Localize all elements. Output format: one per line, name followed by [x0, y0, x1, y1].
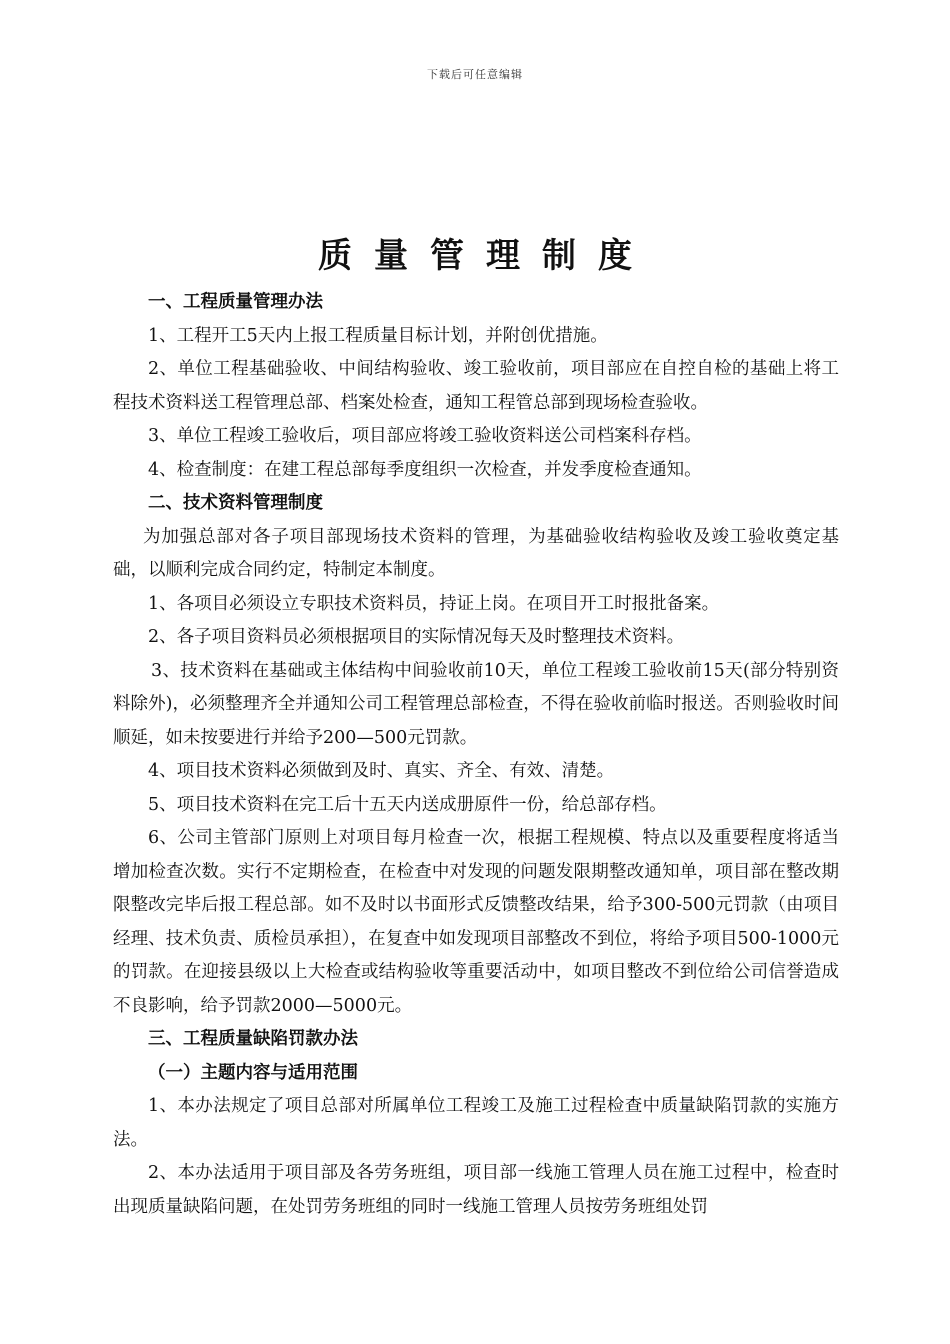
document-title: 质量管理制度: [318, 236, 654, 276]
paragraph: 6、公司主管部门原则上对项目每月检查一次，根据工程规模、特点以及重要程度将适当增加检查次数。实行不定期检查，在检查中对发现的问题发限期整改通知单，项目部在整改期限整改完毕后报工程总部。如不及时以书面形式反馈整改结果，给予300-500元罚款（由项目经理、技术负责、质检员承担），在复查中如发现项目部整改不到位，将给予项目500-1000元的罚款。在迎接县级以上大检查或结构验收等重要活动中，如项目整改不到位给公司信誉造成不良影响，给予罚款2000—5000元。: [113, 828, 839, 1016]
paragraph: 4、项目技术资料必须做到及时、真实、齐全、有效、清楚。: [148, 761, 615, 781]
section-heading: 一、工程质量管理办法: [148, 292, 323, 312]
section-heading: 二、技术资料管理制度: [148, 493, 323, 513]
paragraph: 5、项目技术资料在完工后十五天内送成册原件一份，给总部存档。: [148, 794, 667, 815]
paragraph: 2、各子项目资料员必须根据项目的实际情况每天及时整理技术资料。: [148, 627, 685, 647]
section-heading: 三、工程质量缺陷罚款办法: [148, 1029, 358, 1049]
paragraph: 2、本办法适用于项目部及各劳务班组，项目部一线施工管理人员在施工过程中，检查时出现质量缺陷问题，在处罚劳务班组的同时一线施工管理人员按劳务班组处罚: [113, 1163, 839, 1217]
paragraph: 1、各项目必须设立专职技术资料员，持证上岗。在项目开工时报批备案。: [148, 593, 720, 614]
paragraph: 3、技术资料在基础或主体结构中间验收前10天，单位工程竣工验收前15天(部分特别资料除外)，必须整理齐全并通知公司工程管理总部检查，不得在验收前临时报送。否则验收时间顺延，如未按要进行并给予200—500元罚款。: [113, 660, 839, 748]
paragraph: 为加强总部对各子项目部现场技术资料的管理，为基础验收结构验收及竣工验收奠定基础，以顺利完成合同约定，特制定本制度。: [113, 526, 839, 580]
paragraph: 1、工程开工5天内上报工程质量目标计划，并附创优措施。: [148, 325, 608, 346]
paragraph: 2、单位工程基础验收、中间结构验收、竣工验收前，项目部应在自控自检的基础上将工程技术资料送工程管理总部、档案处检查，通知工程管总部到现场检查验收。: [113, 359, 839, 413]
paragraph: 4、检查制度：在建工程总部每季度组织一次检查，并发季度检查通知。: [148, 459, 702, 480]
paragraph: 3、单位工程竣工验收后，项目部应将竣工验收资料送公司档案科存档。: [148, 426, 702, 446]
document-body: [113, 286, 839, 1224]
paragraph: 1、本办法规定了项目总部对所属单位工程竣工及施工过程检查中质量缺陷罚款的实施方法。: [113, 1096, 839, 1150]
subsection-heading: （一）主题内容与适用范围: [148, 1062, 358, 1083]
page-header: 下载后可任意编辑: [427, 68, 523, 81]
